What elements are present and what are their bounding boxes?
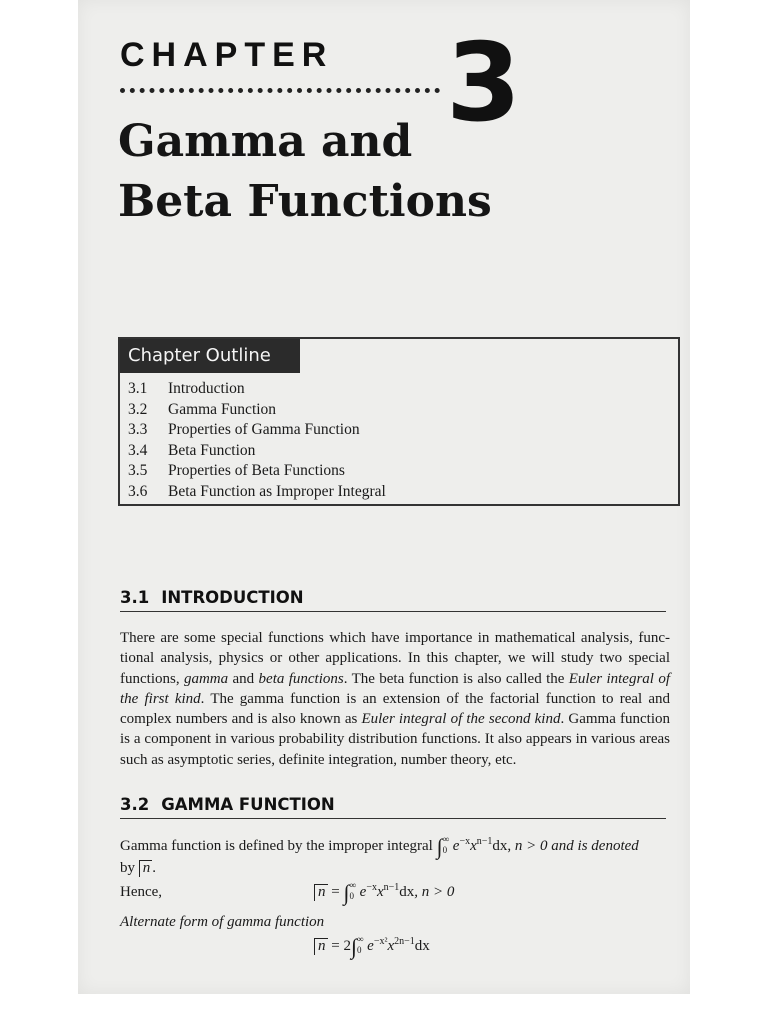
alternate-form-label: Alternate form of gamma function (120, 914, 325, 930)
chapter-outline-heading: Chapter Outline (120, 339, 300, 373)
chapter-label: CHAPTER (120, 36, 334, 74)
outline-item: 3.6 Beta Function as Improper Integral (128, 482, 386, 500)
introduction-paragraph: There are some special functions which have importance in mathematical analysis, func-tional analysis, physics or other applications. In this chapter, we will study two special functions, gamma and beta functions. The beta function is also called the Euler integral of the first kind. The gamma function is an extension of the factorial function to real and complex numbers and is also known as Euler integral of the second kind. Gamma function is a component in various probability distribution functions. It also appears in various areas such as asymptotic series, definite integration, number theory, etc. (120, 630, 671, 768)
chapter-number: 3 (446, 21, 522, 146)
outline-item: 3.3 Properties of Gamma Function (128, 421, 360, 439)
chapter-outline-list (128, 379, 386, 503)
outline-item: 3.4 Beta Function (128, 441, 256, 459)
gamma-definition-line: Gamma function is defined by the improper integral ∫∞ 0 $e^{-x}x^{n-1}dx$, n > 0 and is denoted (120, 834, 639, 859)
chapter-title-line2: Beta Functions (118, 176, 492, 227)
chapter-title-line1: Gamma and (118, 116, 413, 167)
gamma-formula: n = ∫∞ 0 $e^{-x}x^{n-1}dx$, n > 0 (314, 880, 454, 906)
gamma-alternate-formula: n = 2∫∞ 0 $e^{-x^2}x^{2n-1}dx$ (314, 934, 430, 960)
outline-item: 3.2 Gamma Function (128, 400, 277, 418)
book-page (78, 0, 690, 994)
section-heading-gamma-function: 3.2 GAMMA FUNCTION (120, 795, 666, 819)
gamma-notation-line: by n . (120, 860, 156, 876)
chapter-divider-dots (120, 88, 440, 99)
chapter-title (118, 112, 492, 232)
outline-item: 3.1 Introduction (128, 380, 245, 397)
hence-label: Hence, (120, 884, 163, 900)
outline-item: 3.5 Properties of Beta Functions (128, 462, 345, 480)
chapter-outline-box (118, 337, 680, 506)
section-heading-introduction: 3.1 INTRODUCTION (120, 588, 666, 612)
